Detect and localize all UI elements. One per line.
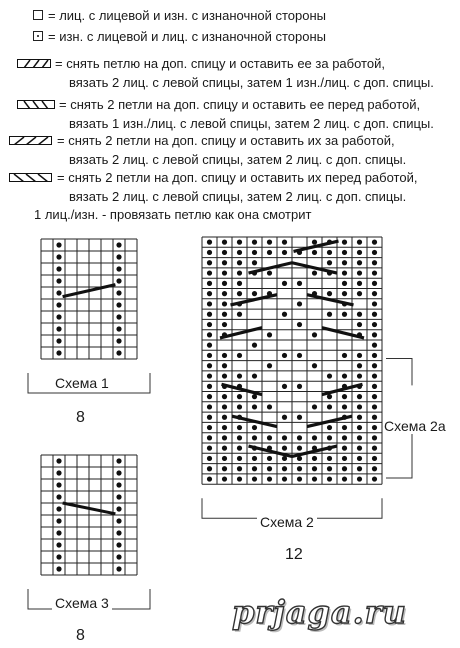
- scheme-2-purl-dot: [312, 466, 317, 471]
- scheme-2-purl-dot: [342, 250, 347, 255]
- scheme-1-stitch-count: 8: [76, 409, 85, 426]
- scheme-2-purl-dot: [342, 373, 347, 378]
- scheme-2-purl-dot: [222, 353, 227, 358]
- scheme-2-purl-dot: [342, 281, 347, 286]
- scheme-2-purl-dot: [252, 260, 257, 265]
- legend-text: = снять 2 петли на доп. спицу и оставить их за работой,: [57, 133, 395, 148]
- scheme-2-purl-dot: [222, 394, 227, 399]
- scheme-2-purl-dot: [327, 404, 332, 409]
- scheme-2-purl-dot: [327, 312, 332, 317]
- scheme-2-purl-dot: [372, 456, 377, 461]
- scheme-2-purl-dot: [297, 415, 302, 420]
- scheme-1-purl-dot: [56, 338, 61, 343]
- scheme-3-purl-dot: [56, 530, 61, 535]
- legend-text-cont: вязать 2 лиц. с левой спицы, затем 2 лиц. с доп. спицы.: [69, 189, 407, 204]
- scheme-2-purl-dot: [342, 291, 347, 296]
- scheme-2-purl-dot: [207, 240, 212, 245]
- scheme-2-purl-dot: [207, 404, 212, 409]
- scheme-2-purl-dot: [207, 343, 212, 348]
- scheme-2-purl-dot: [342, 404, 347, 409]
- scheme-2-purl-dot: [252, 456, 257, 461]
- scheme-2-purl-dot: [357, 312, 362, 317]
- scheme-2-purl-dot: [342, 435, 347, 440]
- scheme-1-purl-dot: [116, 254, 121, 259]
- scheme-2-purl-dot: [267, 435, 272, 440]
- scheme-2-purl-dot: [282, 312, 287, 317]
- scheme-2-purl-dot: [282, 415, 287, 420]
- scheme-2-purl-dot: [342, 476, 347, 481]
- scheme-2-purl-dot: [357, 250, 362, 255]
- scheme-2-purl-dot: [222, 301, 227, 306]
- scheme-2-purl-dot: [222, 363, 227, 368]
- scheme-3-purl-dot: [116, 554, 121, 559]
- scheme-2-purl-dot: [252, 343, 257, 348]
- scheme-2-purl-dot: [327, 291, 332, 296]
- scheme-2-purl-dot: [222, 415, 227, 420]
- legend-text-cont: вязать 2 лиц. с левой спицы, затем 2 лиц. с доп. спицы.: [69, 152, 407, 167]
- scheme-2-purl-dot: [327, 466, 332, 471]
- scheme-2-purl-dot: [237, 425, 242, 430]
- scheme-2-purl-dot: [207, 384, 212, 389]
- legend-text: = лиц. с лицевой и изн. с изнаночной стороны: [48, 8, 327, 23]
- scheme-2-purl-dot: [267, 332, 272, 337]
- scheme-2-purl-dot: [327, 425, 332, 430]
- scheme-2-purl-dot: [357, 373, 362, 378]
- scheme-2-purl-dot: [237, 270, 242, 275]
- scheme-2-purl-dot: [342, 456, 347, 461]
- scheme-3-purl-dot: [56, 494, 61, 499]
- scheme-2-purl-dot: [282, 281, 287, 286]
- scheme-2-purl-dot: [357, 476, 362, 481]
- scheme-2-cable: [220, 328, 262, 338]
- scheme-1-purl-dot: [116, 266, 121, 271]
- scheme-2-purl-dot: [357, 466, 362, 471]
- scheme-2-purl-dot: [222, 322, 227, 327]
- scheme-2-purl-dot: [207, 456, 212, 461]
- scheme-2-purl-dot: [342, 466, 347, 471]
- scheme-2-purl-dot: [312, 456, 317, 461]
- scheme-2-purl-dot: [297, 476, 302, 481]
- scheme-2-purl-dot: [357, 394, 362, 399]
- scheme-2-purl-dot: [297, 281, 302, 286]
- scheme-2-cable: [231, 295, 278, 305]
- scheme-2-cable: [307, 295, 354, 305]
- scheme-2-purl-dot: [207, 291, 212, 296]
- scheme-2-purl-dot: [222, 425, 227, 430]
- scheme-2-purl-dot: [372, 322, 377, 327]
- scheme-2-purl-dot: [222, 281, 227, 286]
- scheme-2-purl-dot: [372, 384, 377, 389]
- scheme-2-purl-dot: [312, 332, 317, 337]
- scheme-2-purl-dot: [207, 312, 212, 317]
- scheme-2-purl-dot: [207, 466, 212, 471]
- scheme-2-purl-dot: [207, 415, 212, 420]
- scheme-2-purl-dot: [327, 476, 332, 481]
- scheme-1-purl-dot: [56, 326, 61, 331]
- scheme-2-purl-dot: [237, 466, 242, 471]
- scheme-2-purl-dot: [267, 250, 272, 255]
- scheme-2-purl-dot: [357, 425, 362, 430]
- scheme-2-purl-dot: [237, 456, 242, 461]
- scheme-2-purl-dot: [237, 312, 242, 317]
- scheme-2-purl-dot: [297, 446, 302, 451]
- scheme-2-stitch-count: 12: [285, 546, 303, 563]
- scheme-2-purl-dot: [372, 363, 377, 368]
- scheme-2-purl-dot: [297, 353, 302, 358]
- scheme-2-purl-dot: [222, 260, 227, 265]
- scheme-2-purl-dot: [357, 270, 362, 275]
- scheme-2-purl-dot: [222, 476, 227, 481]
- scheme-2a-bracket-top: [386, 359, 412, 386]
- scheme-2-purl-dot: [222, 456, 227, 461]
- scheme-2-purl-dot: [207, 250, 212, 255]
- scheme-2-purl-dot: [372, 281, 377, 286]
- scheme-2-purl-dot: [252, 425, 257, 430]
- scheme-3-purl-dot: [116, 566, 121, 571]
- scheme-1-purl-dot: [56, 350, 61, 355]
- scheme-2-purl-dot: [207, 425, 212, 430]
- scheme-2-purl-dot: [207, 373, 212, 378]
- scheme-2-purl-dot: [222, 446, 227, 451]
- scheme-2-purl-dot: [342, 425, 347, 430]
- scheme-2-purl-dot: [237, 353, 242, 358]
- scheme-2-purl-dot: [297, 435, 302, 440]
- scheme-2-purl-dot: [357, 446, 362, 451]
- scheme-2-purl-dot: [357, 435, 362, 440]
- scheme-2-purl-dot: [372, 332, 377, 337]
- scheme-2-purl-dot: [222, 240, 227, 245]
- scheme-2-purl-dot: [342, 353, 347, 358]
- scheme-2-purl-dot: [312, 476, 317, 481]
- scheme-2-purl-dot: [342, 240, 347, 245]
- scheme-2-purl-dot: [222, 435, 227, 440]
- scheme-2-purl-dot: [237, 476, 242, 481]
- scheme-2-purl-dot: [282, 353, 287, 358]
- scheme-2-purl-dot: [237, 250, 242, 255]
- scheme-2-purl-dot: [342, 260, 347, 265]
- scheme-2-purl-dot: [207, 435, 212, 440]
- scheme-2-purl-dot: [237, 394, 242, 399]
- scheme-2-purl-dot: [207, 260, 212, 265]
- scheme-2-purl-dot: [327, 373, 332, 378]
- scheme-1-purl-dot: [116, 278, 121, 283]
- scheme-2-purl-dot: [372, 394, 377, 399]
- scheme-2-purl-dot: [237, 435, 242, 440]
- scheme-3-purl-dot: [116, 506, 121, 511]
- scheme-2-purl-dot: [207, 270, 212, 275]
- scheme-2-purl-dot: [237, 446, 242, 451]
- scheme-2-cable: [322, 328, 364, 338]
- scheme-2-purl-dot: [312, 435, 317, 440]
- scheme-3-purl-dot: [116, 518, 121, 523]
- scheme-1-purl-dot: [56, 302, 61, 307]
- scheme-2-purl-dot: [237, 404, 242, 409]
- scheme-2-purl-dot: [357, 281, 362, 286]
- scheme-2-purl-dot: [267, 404, 272, 409]
- scheme-2-purl-dot: [372, 250, 377, 255]
- scheme-3-purl-dot: [56, 542, 61, 547]
- scheme-2-purl-dot: [357, 404, 362, 409]
- legend-text: = снять 2 петли на доп. спицу и оставить их перед работой,: [57, 170, 418, 185]
- scheme-2-purl-dot: [282, 446, 287, 451]
- scheme-2-purl-dot: [342, 446, 347, 451]
- scheme-2-purl-dot: [372, 343, 377, 348]
- scheme-2-purl-dot: [237, 373, 242, 378]
- scheme-2-purl-dot: [207, 446, 212, 451]
- scheme-2-purl-dot: [282, 466, 287, 471]
- legend-text: = снять 2 петли на доп. спицу и оставить ее перед работой,: [59, 97, 421, 112]
- scheme-2-label: Схема 2: [257, 514, 317, 530]
- scheme-1-purl-dot: [56, 290, 61, 295]
- legend-text-cont: вязать 2 лиц. с левой спицы, затем 1 изн./лиц. с доп. спицы.: [69, 75, 434, 90]
- scheme-2-purl-dot: [267, 466, 272, 471]
- scheme-1-purl-dot: [116, 290, 121, 295]
- scheme-2-purl-dot: [372, 425, 377, 430]
- scheme-2-purl-dot: [372, 240, 377, 245]
- scheme-1-purl-dot: [116, 242, 121, 247]
- scheme-2-purl-dot: [312, 270, 317, 275]
- scheme-2-purl-dot: [342, 394, 347, 399]
- scheme-2-purl-dot: [222, 291, 227, 296]
- scheme-2-purl-dot: [327, 260, 332, 265]
- legend-text: = изн. с лицевой и лиц. с изнаночной стороны: [48, 29, 327, 44]
- scheme-2-purl-dot: [207, 322, 212, 327]
- scheme-3-purl-dot: [56, 566, 61, 571]
- scheme-1-purl-dot: [56, 278, 61, 283]
- scheme-1-purl-dot: [56, 314, 61, 319]
- legend-text: = снять петлю на доп. спицу и оставить ее за работой,: [55, 56, 385, 71]
- scheme-2-purl-dot: [222, 404, 227, 409]
- scheme-2-purl-dot: [237, 291, 242, 296]
- scheme-2-purl-dot: [357, 456, 362, 461]
- scheme-2-purl-dot: [372, 301, 377, 306]
- scheme-2-purl-dot: [267, 240, 272, 245]
- scheme-2-purl-dot: [372, 435, 377, 440]
- scheme-2-purl-dot: [282, 240, 287, 245]
- scheme-3-purl-dot: [116, 482, 121, 487]
- scheme-2-purl-dot: [282, 435, 287, 440]
- scheme-2-purl-dot: [237, 281, 242, 286]
- scheme-2-purl-dot: [252, 373, 257, 378]
- scheme-2-purl-dot: [357, 322, 362, 327]
- scheme-2-purl-dot: [327, 250, 332, 255]
- watermark-logo: prjaga.ru: [232, 593, 407, 631]
- scheme-2-purl-dot: [252, 435, 257, 440]
- scheme-2-purl-dot: [312, 363, 317, 368]
- scheme-2-purl-dot: [207, 476, 212, 481]
- scheme-2-purl-dot: [372, 312, 377, 317]
- scheme-2-purl-dot: [297, 301, 302, 306]
- scheme-3-purl-dot: [56, 554, 61, 559]
- scheme-2-purl-dot: [207, 281, 212, 286]
- legend-text-cont: вязать 1 изн./лиц. с левой спицы, затем 2 лиц. с доп. спицы.: [69, 116, 434, 131]
- scheme-2-purl-dot: [222, 373, 227, 378]
- scheme-2-purl-dot: [357, 240, 362, 245]
- scheme-2-purl-dot: [297, 384, 302, 389]
- scheme-2-purl-dot: [372, 353, 377, 358]
- scheme-2-purl-dot: [207, 353, 212, 358]
- scheme-2-purl-dot: [267, 476, 272, 481]
- scheme-2-purl-dot: [357, 415, 362, 420]
- scheme-2-purl-dot: [252, 250, 257, 255]
- scheme-2-purl-dot: [327, 435, 332, 440]
- scheme-1-label: Схема 1: [52, 375, 112, 391]
- scheme-3-purl-dot: [56, 506, 61, 511]
- scheme-2-purl-dot: [372, 373, 377, 378]
- scheme-3-label: Схема 3: [52, 595, 112, 611]
- scheme-2-purl-dot: [207, 332, 212, 337]
- scheme-2-purl-dot: [372, 404, 377, 409]
- scheme-1-purl-dot: [116, 338, 121, 343]
- scheme-1-purl-dot: [116, 314, 121, 319]
- scheme-2-purl-dot: [372, 270, 377, 275]
- scheme-2-purl-dot: [267, 363, 272, 368]
- scheme-2-purl-dot: [222, 250, 227, 255]
- scheme-2-purl-dot: [267, 456, 272, 461]
- scheme-2-purl-dot: [372, 466, 377, 471]
- scheme-3-purl-dot: [56, 470, 61, 475]
- scheme-2-purl-dot: [252, 240, 257, 245]
- scheme-2-purl-dot: [207, 301, 212, 306]
- scheme-2-purl-dot: [252, 476, 257, 481]
- scheme-2-purl-dot: [357, 353, 362, 358]
- scheme-2-purl-dot: [237, 240, 242, 245]
- scheme-2-purl-dot: [222, 312, 227, 317]
- scheme-2-purl-dot: [207, 363, 212, 368]
- scheme-2-purl-dot: [222, 270, 227, 275]
- scheme-2-purl-dot: [252, 394, 257, 399]
- scheme-2-purl-dot: [237, 260, 242, 265]
- scheme-2-purl-dot: [342, 312, 347, 317]
- scheme-2-purl-dot: [312, 240, 317, 245]
- scheme-1-purl-dot: [56, 242, 61, 247]
- scheme-2-purl-dot: [372, 476, 377, 481]
- scheme-2-purl-dot: [282, 384, 287, 389]
- scheme-3-purl-dot: [116, 470, 121, 475]
- scheme-1-purl-dot: [56, 266, 61, 271]
- scheme-1-purl-dot: [116, 350, 121, 355]
- scheme-2-purl-dot: [357, 363, 362, 368]
- scheme-3-purl-dot: [116, 494, 121, 499]
- scheme-2a-label: Схема 2а: [384, 418, 446, 434]
- scheme-2-purl-dot: [357, 260, 362, 265]
- scheme-3-purl-dot: [116, 542, 121, 547]
- scheme-2-purl-dot: [282, 250, 287, 255]
- scheme-3-purl-dot: [56, 482, 61, 487]
- scheme-2-purl-dot: [342, 270, 347, 275]
- scheme-2-purl-dot: [222, 466, 227, 471]
- scheme-1-purl-dot: [116, 326, 121, 331]
- scheme-2-purl-dot: [372, 291, 377, 296]
- scheme-2-purl-dot: [252, 404, 257, 409]
- scheme-2-purl-dot: [297, 466, 302, 471]
- scheme-2-purl-dot: [267, 270, 272, 275]
- scheme-3-purl-dot: [116, 458, 121, 463]
- scheme-2-purl-dot: [372, 415, 377, 420]
- scheme-2-purl-dot: [252, 466, 257, 471]
- scheme-1-purl-dot: [56, 254, 61, 259]
- scheme-2-purl-dot: [297, 322, 302, 327]
- scheme-2-purl-dot: [312, 250, 317, 255]
- scheme-2-purl-dot: [327, 394, 332, 399]
- scheme-3-purl-dot: [56, 518, 61, 523]
- scheme-2-purl-dot: [282, 476, 287, 481]
- scheme-1-purl-dot: [116, 302, 121, 307]
- scheme-2-purl-dot: [327, 456, 332, 461]
- scheme-2-purl-dot: [372, 260, 377, 265]
- scheme-2-purl-dot: [372, 446, 377, 451]
- scheme-3-stitch-count: 8: [76, 627, 85, 644]
- scheme-2-purl-dot: [312, 404, 317, 409]
- note: 1 лиц./изн. - провязать петлю как она смотрит: [34, 207, 312, 222]
- scheme-2-purl-dot: [207, 394, 212, 399]
- scheme-3-purl-dot: [116, 530, 121, 535]
- scheme-2-purl-dot: [357, 291, 362, 296]
- scheme-3-purl-dot: [56, 458, 61, 463]
- scheme-2-purl-dot: [252, 291, 257, 296]
